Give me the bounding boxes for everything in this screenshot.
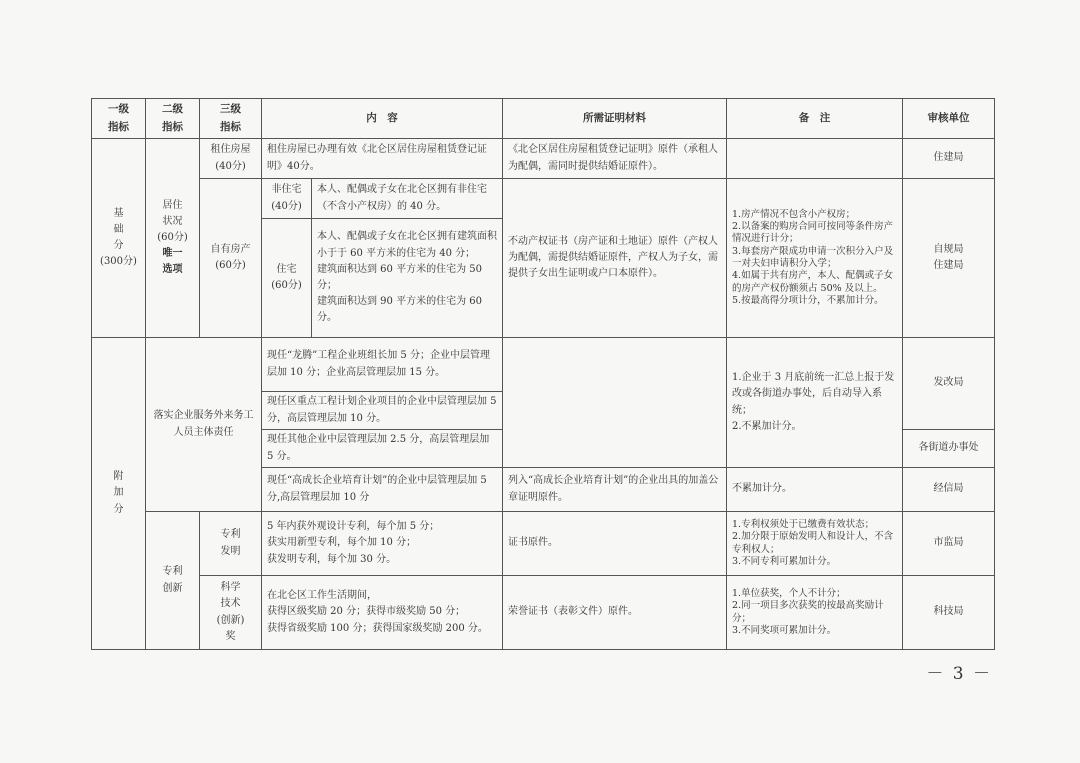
enterprise-notes: 1.企业于 3 月底前统一汇总上报于发改或各街道办事处，后自动导入系统； 2.不累加计分。: [727, 338, 903, 468]
owned-materials: 不动产权证书（房产证和土地证）原件（产权人为配偶，需提供结婚证原件，产权人为子女，需提供子女出生证明或户口本原件）。: [503, 179, 727, 338]
enterprise-materials: [503, 338, 727, 468]
header-content: 内 容: [262, 99, 503, 139]
table-row: [92, 179, 995, 219]
science-unit: 科技局: [903, 576, 995, 650]
header-level3: 三级 指标: [200, 99, 262, 139]
nonres-content: 本人、配偶或子女在北仑区拥有非住宅（不含小产权房）的 40 分。: [312, 179, 503, 219]
invention-level3: 专利 发明: [200, 512, 262, 576]
rental-materials: 《北仑区居住房屋租赁登记证明》原件（承租人为配偶，需同时提供结婚证原件）。: [503, 139, 727, 179]
header-unit: 审核单位: [903, 99, 995, 139]
invention-unit: 市监局: [903, 512, 995, 576]
nonres-label: 非住宅 (40分): [262, 179, 312, 219]
invention-materials: 证书原件。: [503, 512, 727, 576]
growth-content: 现任“高成长企业培育计划”的企业中层管理层加 5 分,高层管理层加 10 分: [262, 468, 503, 512]
base-level2: 居住 状况 (60分) 唯一 选项: [146, 139, 200, 338]
res-label: 住宅 (60分): [262, 219, 312, 338]
rental-notes: [727, 139, 903, 179]
enterprise-level2: 落实企业服务外来务工人员主体责任: [146, 338, 262, 512]
owned-unit: 自规局 住建局: [903, 179, 995, 338]
header-notes: 备 注: [727, 99, 903, 139]
enterprise-unit-1: 发改局: [903, 338, 995, 430]
enterprise-content-1: 现任“龙腾”工程企业班组长加 5 分；企业中层管理层加 10 分；企业高层管理层加 15 分。: [262, 338, 503, 392]
table-row: [92, 512, 995, 576]
growth-materials: 列入“高成长企业培育计划”的企业出具的加盖公章证明原件。: [503, 468, 727, 512]
page-number: － 3 －: [926, 664, 992, 684]
base-level1: 基 础 分 (300分): [92, 139, 146, 338]
table-row: [92, 139, 995, 179]
bonus-level1: 附 加 分: [92, 338, 146, 650]
header-level1: 一级 指标: [92, 99, 146, 139]
rental-unit: 住建局: [903, 139, 995, 179]
table-row: [92, 576, 995, 650]
table-header-row: [92, 99, 995, 139]
science-level3: 科学 技术 (创新) 奖: [200, 576, 262, 650]
science-materials: 荣誉证书（表彰文件）原件。: [503, 576, 727, 650]
invention-content: 5 年内获外观设计专利，每个加 5 分； 获实用新型专利，每个加 10 分； 获发明专利，每个加 30 分。: [262, 512, 503, 576]
science-notes: 1.单位获奖，个人不计分； 2.同一项目多次获奖的按最高奖励计分； 3.不同奖项可累加计分。: [727, 576, 903, 650]
res-content: 本人、配偶或子女在北仑区拥有建筑面积小于于 60 平方米的住宅为 40 分； 建筑面积达到 60 平方米的住宅为 50 分； 建筑面积达到 90 平方米的住宅为 60 分。: [312, 219, 503, 338]
growth-unit: 经信局: [903, 468, 995, 512]
invention-notes: 1.专利权须处于已缴费有效状态； 2.加分限于原始发明人和设计人，不含专利权人； 3.不同专利可累加计分。: [727, 512, 903, 576]
owned-level3: 自有房产 (60分): [200, 179, 262, 338]
enterprise-content-2: 现任区重点工程计划企业项目的企业中层管理层加 5 分，高层管理层加 10 分。: [262, 392, 503, 430]
header-level2: 二级 指标: [146, 99, 200, 139]
owned-notes: 1.房产情况不包含小产权房； 2.以备案的购房合同可按同等条件房产情况进行计分； 3.每套房产限成功申请一次积分入户及一对夫妇申请积分入学； 4.如属于共有房产，本人、配偶或子女的房产产权份额须占 50% 及以上。 5.按最高得分项计分，不累加计分。: [727, 179, 903, 338]
patent-level2: 专利 创新: [146, 512, 200, 650]
enterprise-unit-2: 各街道办事处: [903, 430, 995, 468]
science-content: 在北仑区工作生活期间， 获得区级奖励 20 分；获得市级奖励 50 分； 获得省级奖励 100 分；获得国家级奖励 200 分。: [262, 576, 503, 650]
table-row: [92, 338, 995, 392]
enterprise-content-3: 现任其他企业中层管理层加 2.5 分，高层管理层加 5 分。: [262, 430, 503, 468]
growth-notes: 不累加计分。: [727, 468, 903, 512]
rental-level3: 租住房屋 (40分): [200, 139, 262, 179]
rental-content: 租住房屋已办理有效《北仑区居住房屋租赁登记证明》40分。: [262, 139, 503, 179]
scoring-table: [91, 98, 995, 650]
header-materials: 所需证明材料: [503, 99, 727, 139]
